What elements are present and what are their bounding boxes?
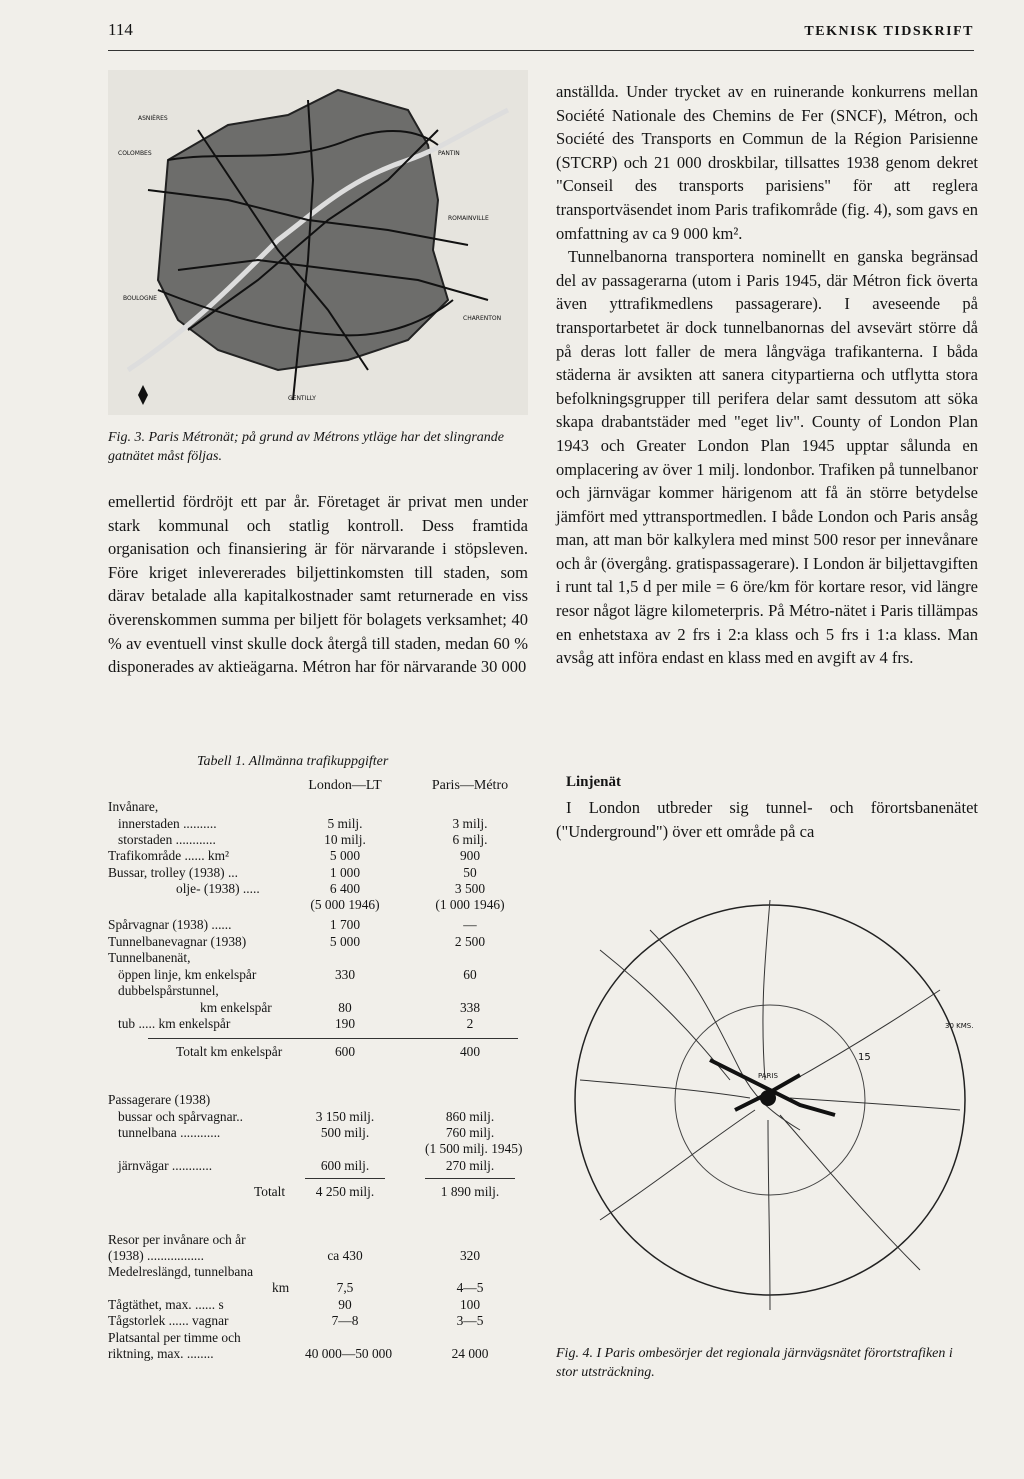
table-cell-london: ca 430 — [327, 1248, 363, 1263]
table-title: Tabell 1. Allmänna trafikuppgifter — [197, 754, 389, 769]
table-cell-paris: 860 milj. — [445, 1109, 495, 1124]
table-row-label: Tunnelbanenät, — [108, 950, 191, 965]
fig4-label-radius: 30 KMS. — [945, 1022, 974, 1030]
table-row-label: (1938) ................. — [108, 1248, 204, 1263]
table-cell-paris: 400 — [459, 1044, 481, 1059]
table-row-label: Medelreslängd, tunnelbana — [108, 1264, 254, 1279]
table-row-label: Invånare, — [108, 799, 159, 814]
paris-metro-map — [108, 70, 528, 415]
table-cell-london: 600 — [334, 1044, 356, 1059]
table-row-label: Totalt — [254, 1184, 286, 1199]
table-cell-london: (5 000 1946) — [310, 897, 380, 912]
table-sum-rule — [148, 1038, 518, 1039]
table-cell-london: 7,5 — [336, 1280, 354, 1295]
right-paragraph-1: anställda. Under trycket av en ruinerande konkurrens mellan Société Nationale des Chemins de Fer (SNCF), Métron, och Société des Transports en Commun de la Région Parisienne (STCRP) och 21 000 droskbilar, tillsattes 1938 genom dekret "Conseil des transports parisiens" för att reglera transportväsendet inom Paris trafikområde (fig. 4), som gavs en omfattning av ca 9 000 km². — [556, 82, 978, 243]
header-rule — [108, 50, 974, 51]
right-column-text — [556, 80, 978, 670]
table-cell-paris: 270 milj. — [445, 1158, 495, 1173]
table-row-label: bussar och spårvagnar.. — [118, 1109, 243, 1124]
table-cell-paris: 100 — [459, 1297, 481, 1312]
svg-text:ASNIÈRES: ASNIÈRES — [138, 115, 168, 122]
table-row-label: järnvägar ............ — [118, 1158, 213, 1173]
table-row-label: riktning, max. ........ — [108, 1346, 214, 1361]
table-row-label: dubbelspårstunnel, — [118, 983, 219, 998]
table-cell-london: 5 milj. — [327, 816, 363, 831]
table-row-label: Totalt km enkelspår — [176, 1044, 283, 1059]
table-row-label: tunnelbana ............ — [118, 1125, 221, 1140]
table-row-label: Trafikområde ...... km² — [108, 848, 230, 863]
table-row-label: tub ..... km enkelspår — [118, 1016, 231, 1031]
table-cell-london: 5 000 — [329, 934, 361, 949]
svg-text:ROMAINVILLE: ROMAINVILLE — [448, 215, 489, 222]
table-row-label: Tågtäthet, max. ...... s — [108, 1297, 224, 1312]
table-cell-london: 7—8 — [331, 1313, 359, 1328]
table-row-label: Bussar, trolley (1938) ... — [108, 865, 239, 880]
journal-title: TEKNISK TIDSKRIFT — [804, 24, 974, 39]
table-row-label: innerstaden .......... — [118, 816, 217, 831]
table-cell-paris: 2 — [466, 1016, 474, 1031]
svg-text:CHARENTON: CHARENTON — [463, 315, 502, 322]
svg-text:COLOMBES: COLOMBES — [118, 150, 152, 157]
table-row-label: öppen linje, km enkelspår — [118, 967, 257, 982]
table-cell-paris: 1 890 milj. — [440, 1184, 500, 1199]
table-cell-paris: 338 — [459, 1000, 481, 1015]
table-cell-london: 40 000—50 000 — [305, 1346, 393, 1361]
table-row-label: Tågstorlek ...... vagnar — [108, 1313, 229, 1328]
table-cell-paris: 3 milj. — [452, 816, 488, 831]
table-row-label: olje- (1938) ..... — [176, 881, 260, 896]
table-cell-london: 330 — [334, 967, 356, 982]
table-row-label: km — [272, 1280, 290, 1295]
svg-text:GENTILLY: GENTILLY — [288, 395, 316, 402]
table-row-label: Platsantal per timme och — [108, 1330, 241, 1345]
table-cell-london: 80 — [338, 1000, 352, 1015]
section-heading-linjenat: Linjenät — [566, 774, 622, 790]
table-cell-london: 4 250 milj. — [315, 1184, 375, 1199]
table-sum-rule — [305, 1178, 385, 1179]
table-cell-london: 600 milj. — [320, 1158, 370, 1173]
left-column-text — [108, 490, 528, 679]
table-cell-london: 10 milj. — [324, 832, 366, 847]
table-cell-paris: 6 milj. — [452, 832, 488, 847]
table-cell-london: 90 — [338, 1297, 352, 1312]
table-cell-london: 1 000 — [329, 865, 361, 880]
table-cell-paris: — — [463, 917, 477, 932]
fig4-label-number: 15 — [858, 1052, 871, 1063]
table-cell-paris: (1 000 1946) — [435, 897, 505, 912]
fig4-caption: Fig. 4. I Paris ombesörjer det regionala järnvägsnätet förortstrafiken i stor utsträckning. — [556, 1346, 953, 1380]
table-cell-paris: 24 000 — [451, 1346, 489, 1361]
table-cell-paris: 60 — [463, 967, 477, 982]
table-row-label: Passagerare (1938) — [108, 1092, 211, 1107]
table-cell-paris: 3—5 — [456, 1313, 484, 1328]
table-row-label: Tunnelbanevagnar (1938) — [108, 934, 247, 949]
table-cell-london: 500 milj. — [320, 1125, 370, 1140]
svg-text:PANTIN: PANTIN — [438, 150, 460, 157]
table-sum-rule — [425, 1178, 515, 1179]
table-col-header-paris: Paris—Métro — [431, 778, 509, 793]
left-paragraph: emellertid fördröjt ett par år. Företaget är privat men under stark kommunal och statlig kontroll. Dess framtida organisation och finansiering är för närvarande i stöpsleven. Före kriget inlevererades biljettinkomsten till staden, som därav betalade alla kapitalkostnader samt returnerade en viss överenskommen summa per biljett för bolagets verksamhet; 40 % av eventuell vinst skulle dock återgå till staden, medan 60 % disponerades av aktieägarna. Métron har för närvarande 30 000 — [108, 492, 528, 677]
fig4-label-paris: PARIS — [758, 1072, 778, 1080]
table-cell-london: 5 000 — [329, 848, 361, 863]
table-cell-paris: 4—5 — [456, 1280, 484, 1295]
table-cell-paris: 3 500 — [454, 881, 486, 896]
paris-regional-railway-map — [560, 870, 980, 1340]
table-row-label: Resor per invånare och år — [108, 1232, 246, 1247]
table-cell-london: 6 400 — [329, 881, 361, 896]
table-cell-london: 3 150 milj. — [315, 1109, 375, 1124]
table-cell-paris: (1 500 milj. 1945) — [425, 1141, 523, 1156]
table-cell-paris: 320 — [459, 1248, 481, 1263]
table-row-label: storstaden ............ — [118, 832, 216, 847]
svg-text:BOULOGNE: BOULOGNE — [123, 295, 157, 302]
linjenat-paragraph: I London utbreder sig tunnel- och förortsbanenätet ("Underground") över ett område på ca — [556, 798, 978, 841]
table-cell-paris: 50 — [463, 865, 477, 880]
right-paragraph-2: Tunnelbanorna transportera nominellt en ganska begränsad del av passagerarna (utom i Paris 1945, där Métron fick överta även yttrafikmedlens passagerare). I aveseende på transportarbetet är dock tunnelbanornas del avsevärt större då på deras lott faller de mera långväga trafikanterna. I båda städerna är avsikten att sanera citypartierna och utflytta stora befolkningsgrupper till perifera delar samt dessutom att söka skapa drabantstäder med "eget liv". County of London Plan 1943 och Greater London Plan 1945 upptar sålunda en omplacering av över 1 milj. londonbor. Trafiken på tunnelbanor och järnvägar kommer härigenom att få än större betydelse jämfört med yttransportmedlen. I både London och Paris ansåg man, att man bör kalkylera med minst 500 resor per innevånare och år (övergång. gratispassagerare). I London är biljettavgiften i runt tal 1,5 d per mile = 6 öre/km för kortare resor, vid längre resor något lägre kilometerpris. På Métro-nätet i Paris tillämpas en enhetstaxa av 2 frs i 2:a klass och 5 frs i 1:a klass. Man avsåg att införa endast en klass med en avgift av 4 frs. — [556, 247, 978, 668]
table-col-header-london: London—LT — [308, 778, 382, 793]
table-cell-paris: 900 — [459, 848, 481, 863]
table-cell-paris: 2 500 — [454, 934, 486, 949]
fig3-caption: Fig. 3. Paris Métronät; på grund av Métrons ytläge har det slingrande gatnätet måst följas. — [108, 430, 504, 464]
table-row-label: Spårvagnar (1938) ...... — [108, 917, 232, 932]
table-cell-london: 1 700 — [329, 917, 361, 932]
page-number: 114 — [108, 20, 133, 39]
table-cell-paris: 760 milj. — [445, 1125, 495, 1140]
table-cell-london: 190 — [334, 1016, 356, 1031]
table-row-label: km enkelspår — [200, 1000, 272, 1015]
